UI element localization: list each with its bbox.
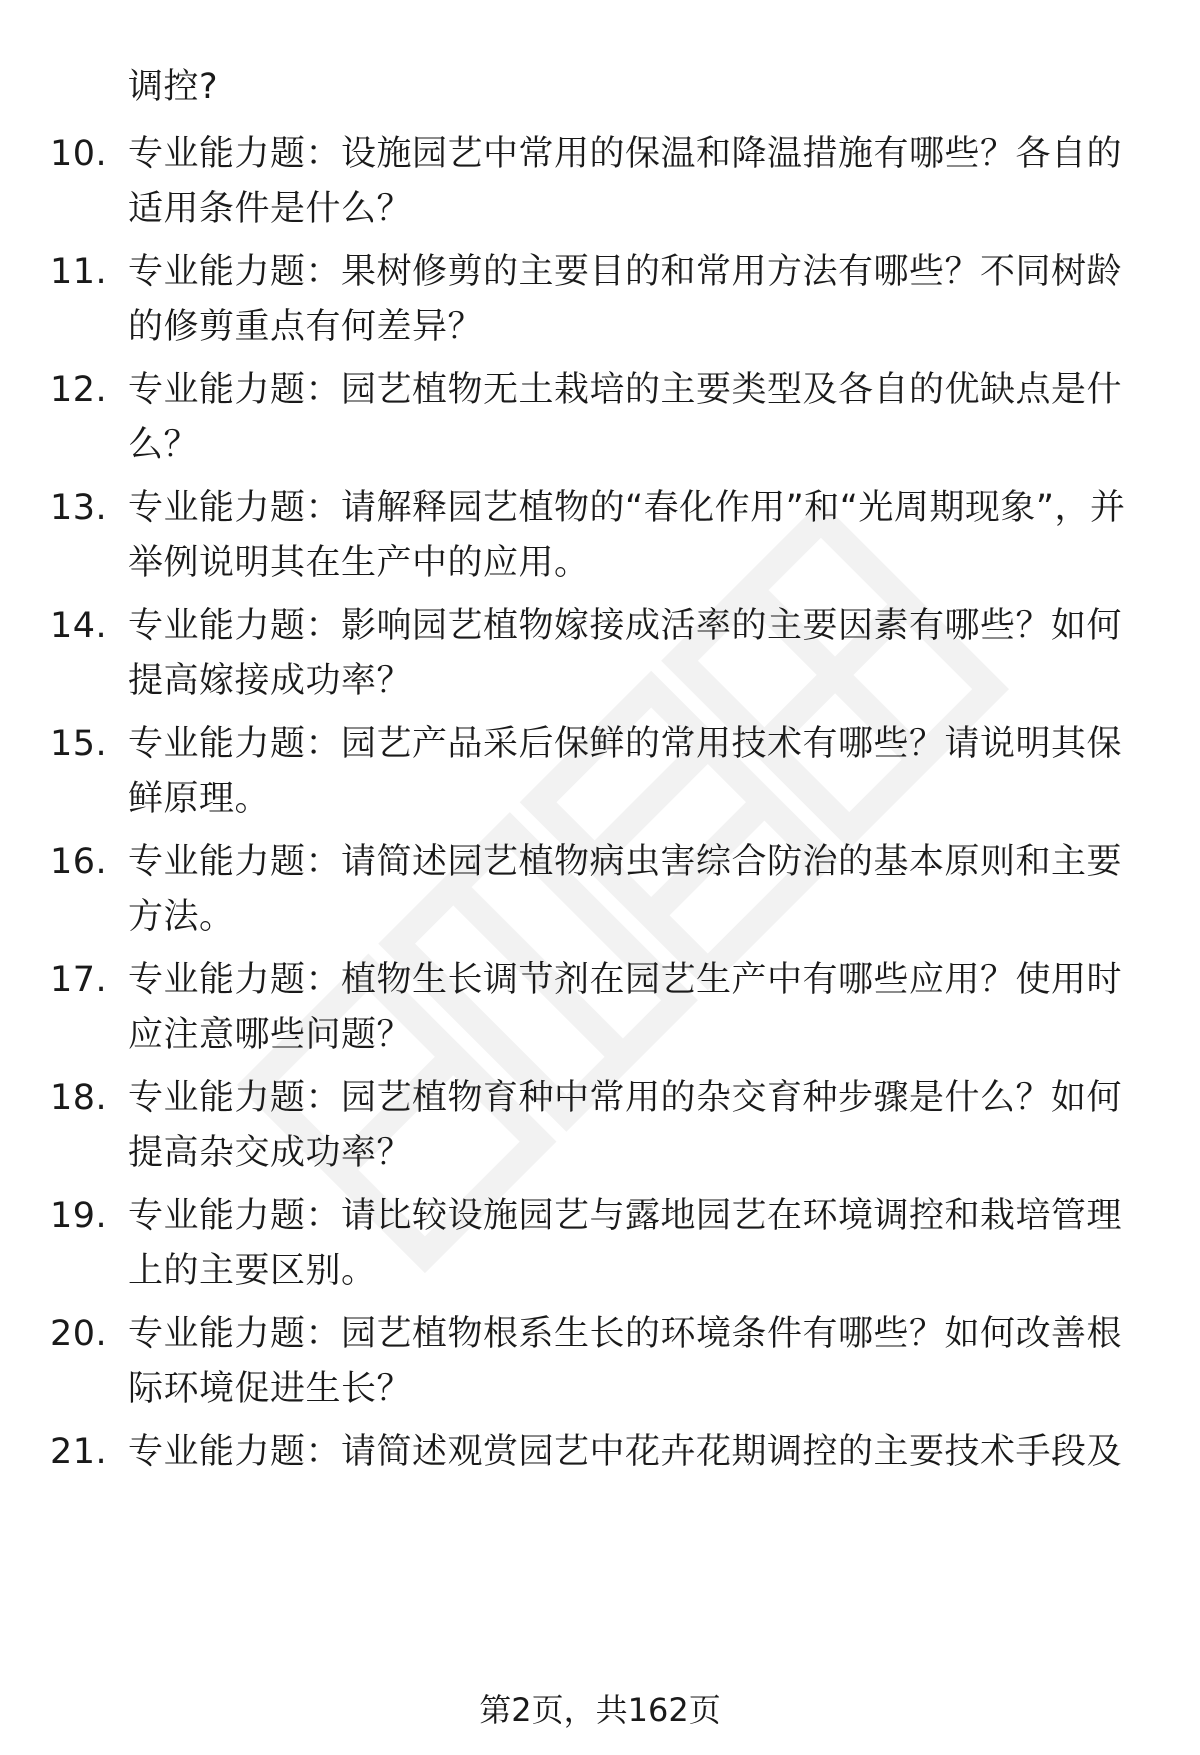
question-number: 15.: [50, 724, 108, 764]
question-item: [0, 953, 1200, 1063]
question-number: 11.: [50, 252, 108, 292]
question-number: 10.: [50, 134, 108, 174]
question-number: 12.: [50, 370, 108, 410]
question-text: 专业能力题：园艺植物无土栽培的主要类型及各自的优缺点是什么？: [128, 370, 1123, 465]
question-text: 专业能力题：请解释园艺植物的“春化作用”和“光周期现象”，并举例说明其在生产中的应用。: [128, 488, 1126, 583]
question-number: 17.: [50, 960, 108, 1000]
question-number: 13.: [50, 488, 108, 528]
question-item: [0, 127, 1200, 237]
question-number: 20.: [50, 1314, 108, 1354]
page-footer: 第2页，共162页: [479, 1691, 721, 1729]
question-text: 专业能力题：植物生长调节剂在园艺生产中有哪些应用？使用时应注意哪些问题？: [128, 960, 1123, 1055]
question-text: 专业能力题：请简述观赏园艺中花卉花期调控的主要技术手段及: [128, 1432, 1123, 1472]
question-item: [0, 1189, 1200, 1299]
question-text: 专业能力题：设施园艺中常用的保温和降温措施有哪些？各自的适用条件是什么？: [128, 134, 1123, 229]
question-text: 专业能力题：园艺植物根系生长的环境条件有哪些？如何改善根际环境促进生长？: [128, 1314, 1123, 1409]
question-item: [0, 1425, 1200, 1480]
question-item: [0, 717, 1200, 827]
question-item: [0, 363, 1200, 473]
question-item: [0, 1071, 1200, 1181]
question-text: 专业能力题：果树修剪的主要目的和常用方法有哪些？不同树龄的修剪重点有何差异？: [128, 252, 1123, 347]
question-text: 专业能力题：请简述园艺植物病虫害综合防治的基本原则和主要方法。: [128, 842, 1123, 937]
question-item: [0, 835, 1200, 945]
question-item: [0, 245, 1200, 355]
question-number: 21.: [50, 1432, 108, 1472]
question-number: 19.: [50, 1196, 108, 1236]
question-text: 专业能力题：请比较设施园艺与露地园艺在环境调控和栽培管理上的主要区别。: [128, 1196, 1123, 1291]
question-item: [0, 1307, 1200, 1417]
question-text: 专业能力题：影响园艺植物嫁接成活率的主要因素有哪些？如何提高嫁接成功率？: [128, 606, 1123, 701]
question-number: 14.: [50, 606, 108, 646]
question-item: [0, 481, 1200, 591]
question-number: 18.: [50, 1078, 108, 1118]
question-item: [0, 599, 1200, 709]
question-text: 专业能力题：园艺植物育种中常用的杂交育种步骤是什么？如何提高杂交成功率？: [128, 1078, 1123, 1173]
question-number: 16.: [50, 842, 108, 882]
question-text: 专业能力题：园艺产品采后保鲜的常用技术有哪些？请说明其保鲜原理。: [128, 724, 1123, 819]
continuation-text: 调控?: [128, 67, 219, 107]
